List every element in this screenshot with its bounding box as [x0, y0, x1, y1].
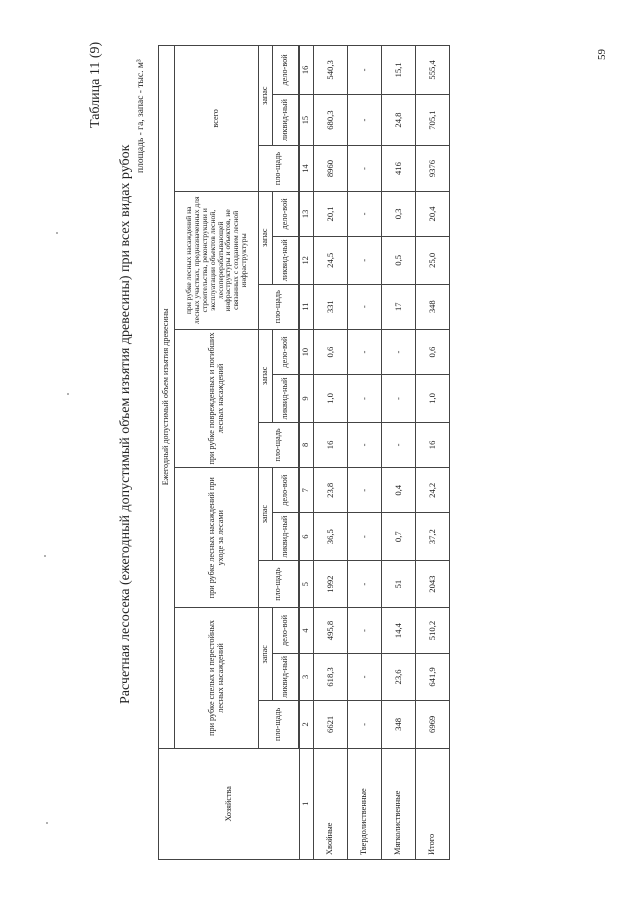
table-cell: -	[348, 329, 382, 374]
table-cell: 331	[314, 284, 348, 329]
header-group: Ежегодный допустимый объем изъятия древесины	[159, 46, 175, 749]
column-number: 4	[300, 608, 314, 653]
table-cell: 555,4	[416, 46, 450, 95]
header-area: пло-щадь	[259, 146, 299, 191]
column-number: 7	[300, 468, 314, 513]
table-cell: 0,3	[382, 191, 416, 236]
table-cell: -	[348, 237, 382, 284]
row-name: Хвойные	[314, 748, 348, 859]
table-cell: -	[382, 375, 416, 422]
table-cell: 1,0	[416, 375, 450, 422]
column-number: 6	[300, 513, 314, 560]
header-business: дело-вой	[273, 329, 299, 374]
header-stock: запас	[259, 608, 273, 701]
table-cell: 495,8	[314, 608, 348, 653]
table-cell: 24,5	[314, 237, 348, 284]
header-business: дело-вой	[273, 191, 299, 236]
table-cell: 540,3	[314, 46, 348, 95]
table-cell: -	[348, 560, 382, 607]
table-row	[314, 46, 348, 860]
table-cell: 14,4	[382, 608, 416, 653]
column-number: 9	[300, 375, 314, 422]
header-section-total: всего	[175, 46, 259, 192]
table-cell: -	[348, 146, 382, 191]
table-cell: -	[382, 422, 416, 467]
table-cell: 6969	[416, 701, 450, 748]
table-row	[416, 46, 450, 860]
row-name: Твердолиственные	[348, 748, 382, 859]
header-area: пло-щадь	[259, 422, 299, 467]
column-number: 5	[300, 560, 314, 607]
table-row	[348, 46, 382, 860]
table-cell: 348	[416, 284, 450, 329]
table-cell: 23,8	[314, 468, 348, 513]
column-number: 11	[300, 284, 314, 329]
table-cell: 24,8	[382, 94, 416, 146]
header-liquid: ликвид-ный	[273, 94, 299, 146]
table-cell: -	[348, 468, 382, 513]
table-cell: -	[348, 191, 382, 236]
header-section-damaged: при рубке поврежденных и погибших лесных насаждений	[175, 329, 259, 467]
header-stock: запас	[259, 329, 273, 422]
table-cell: -	[382, 329, 416, 374]
header-area: пло-щадь	[259, 560, 299, 607]
table-cell: 416	[382, 146, 416, 191]
column-number: 14	[300, 146, 314, 191]
table-cell: 0,4	[382, 468, 416, 513]
table-cell: 15,1	[382, 46, 416, 95]
table-cell: 510,2	[416, 608, 450, 653]
table-cell: 0,5	[382, 237, 416, 284]
table-cell: -	[348, 653, 382, 700]
table-cell: -	[348, 422, 382, 467]
header-business: дело-вой	[273, 468, 299, 513]
header-area: пло-щадь	[259, 701, 299, 748]
column-number: 10	[300, 329, 314, 374]
column-number: 16	[300, 46, 314, 95]
header-stock: запас	[259, 468, 273, 561]
table-cell: -	[348, 375, 382, 422]
column-number: 3	[300, 653, 314, 700]
table-cell: 16	[416, 422, 450, 467]
table-cell: -	[348, 608, 382, 653]
column-number: 8	[300, 422, 314, 467]
column-number: 15	[300, 94, 314, 146]
cutting-area-table	[158, 45, 448, 860]
row-name: Мягколиственные	[382, 748, 416, 859]
table-cell: 1992	[314, 560, 348, 607]
scan-speck	[67, 393, 69, 395]
header-stock: запас	[259, 46, 273, 146]
table-cell: 705,1	[416, 94, 450, 146]
table-cell: 6621	[314, 701, 348, 748]
table-title: Расчетная лесосека (ежегодный допустимый объем изъятия древесины) при всех видах рубок	[118, 144, 133, 704]
header-section-infrastructure: при рубке лесных насаждений на лесных участках, предназначенных для строительства, реконструкции и эксплуатации объектов лесной, лесоперерабатывающей инфраструктуры и объектов, не связанных с созданием лесной инфраструктуры	[175, 191, 259, 329]
table-cell: -	[348, 284, 382, 329]
table-cell: 25,0	[416, 237, 450, 284]
header-liquid: ликвид-ный	[273, 653, 299, 700]
scan-speck	[46, 822, 48, 824]
header-section-mature: при рубке спелых и перестойных лесных насаждений	[175, 608, 259, 748]
table-cell: -	[348, 701, 382, 748]
header-liquid: ликвид-ный	[273, 237, 299, 284]
table-cell: 641,9	[416, 653, 450, 700]
header-section-care: при рубке лесных насаждений при уходе за лесами	[175, 468, 259, 608]
table-cell: 23,6	[382, 653, 416, 700]
table-cell: 0,6	[314, 329, 348, 374]
header-area: пло-щадь	[259, 284, 299, 329]
units-note: площадь - га, запас - тыс. м³	[136, 59, 146, 173]
table-cell: -	[348, 513, 382, 560]
table-cell: 9376	[416, 146, 450, 191]
table-cell: 24,2	[416, 468, 450, 513]
column-number: 2	[300, 701, 314, 748]
table-cell: 8960	[314, 146, 348, 191]
table-cell: 1,0	[314, 375, 348, 422]
table-cell: 348	[382, 701, 416, 748]
table-cell: 0,6	[416, 329, 450, 374]
header-liquid: ликвид-ный	[273, 513, 299, 560]
header-liquid: ликвид-ный	[273, 375, 299, 422]
table-cell: -	[348, 94, 382, 146]
table-cell: 0,7	[382, 513, 416, 560]
row-name: Итого	[416, 748, 450, 859]
table-cell: 16	[314, 422, 348, 467]
table-cell: 680,3	[314, 94, 348, 146]
scan-speck	[44, 555, 46, 557]
header-business: дело-вой	[273, 608, 299, 653]
table-cell: -	[348, 46, 382, 95]
header-farm: Хозяйства	[159, 748, 300, 859]
column-number: 13	[300, 191, 314, 236]
table-cell: 20,1	[314, 191, 348, 236]
table-cell: 2043	[416, 560, 450, 607]
header-stock: запас	[259, 191, 273, 284]
table-cell: 37,2	[416, 513, 450, 560]
scan-speck	[56, 232, 58, 234]
column-number-row	[300, 46, 314, 860]
column-number: 1	[300, 748, 314, 859]
header-business: дело-вой	[273, 46, 299, 95]
table-row	[382, 46, 416, 860]
table-label: Таблица 11 (9)	[88, 41, 103, 128]
table-cell: 17	[382, 284, 416, 329]
table-cell: 51	[382, 560, 416, 607]
table-cell: 20,4	[416, 191, 450, 236]
table-cell: 36,5	[314, 513, 348, 560]
table-cell: 618,3	[314, 653, 348, 700]
column-number: 12	[300, 237, 314, 284]
page-number: 59	[596, 49, 608, 60]
